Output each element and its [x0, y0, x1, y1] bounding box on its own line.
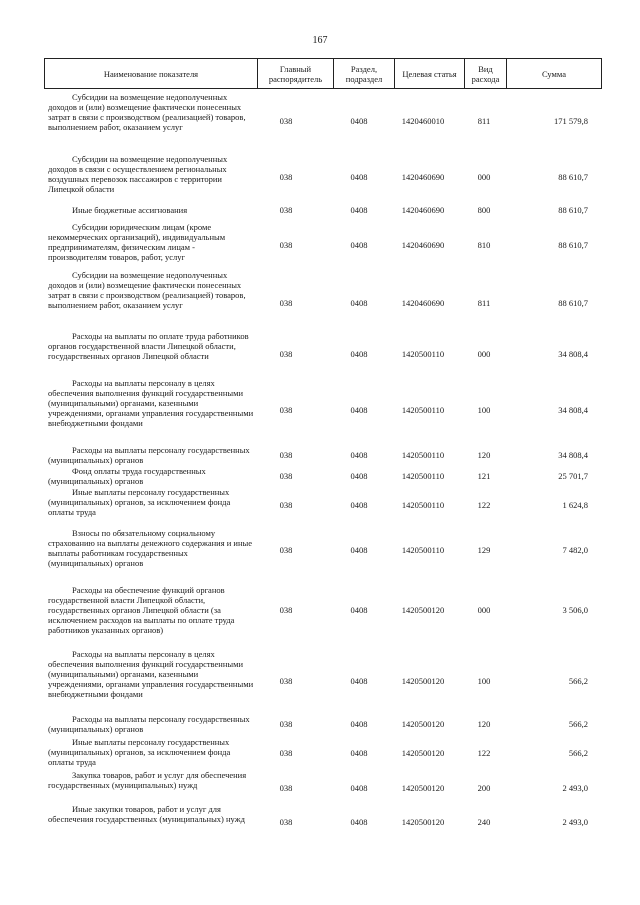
row-section: 0408 — [350, 783, 368, 793]
row-admin: 038 — [279, 205, 293, 215]
row-admin: 038 — [279, 471, 293, 481]
row-type: 120 — [477, 450, 491, 460]
row-name: Взносы по обязательному социальному страхованию на выплаты денежного содержания и иные выплаты работникам государственных (муниципальных) органов — [48, 528, 252, 568]
row-section: 0408 — [350, 719, 368, 729]
row-section: 0408 — [350, 172, 368, 182]
row-name: Расходы на выплаты персоналу в целях обеспечения выполнения функций государственными (муниципальными) органами, казенными учреждениями, органами управления государственными внебюджетными фондами — [48, 378, 254, 428]
row-target: 1420500120 — [401, 748, 445, 758]
row-sum: 566,2 — [568, 676, 588, 686]
row-sum: 566,2 — [568, 748, 588, 758]
row-sum: 7 482,0 — [562, 545, 588, 555]
row-admin: 038 — [279, 817, 293, 827]
row-sum: 171 579,8 — [554, 116, 588, 126]
row-sum: 2 493,0 — [562, 817, 588, 827]
row-admin: 038 — [279, 676, 293, 686]
row-target: 1420500120 — [401, 605, 445, 615]
row-admin: 038 — [279, 450, 293, 460]
row-name: Расходы на выплаты персоналу государственных (муниципальных) органов — [48, 714, 250, 734]
row-section: 0408 — [350, 405, 368, 415]
row-target: 1420460690 — [401, 298, 445, 308]
row-type: 200 — [477, 783, 491, 793]
row-type: 000 — [477, 605, 491, 615]
row-target: 1420500110 — [401, 500, 445, 510]
table-header — [44, 58, 602, 89]
row-type: 122 — [477, 748, 491, 758]
row-target: 1420460690 — [401, 240, 445, 250]
row-name: Фонд оплаты труда государственных (муниципальных) органов — [48, 466, 206, 486]
row-admin: 038 — [279, 545, 293, 555]
row-target: 1420500110 — [401, 405, 445, 415]
row-name: Субсидии юридическим лицам (кроме некоммерческих организаций), индивидуальным предпринимателям, физическим лицам - производителям товаров, работ, услуг — [48, 222, 226, 262]
row-section: 0408 — [350, 471, 368, 481]
row-sum: 1 624,8 — [562, 500, 588, 510]
row-sum: 88 610,7 — [558, 205, 588, 215]
row-section: 0408 — [350, 205, 368, 215]
row-name: Субсидии на возмещение недополученных доходов и (или) возмещение фактически понесенных затрат в связи с производством (реализацией) товаров, выполнением работ, оказанием услуг — [48, 92, 246, 132]
row-sum: 34 808,4 — [558, 405, 588, 415]
row-admin: 038 — [279, 298, 293, 308]
row-name: Субсидии на возмещение недополученных доходов и (или) возмещение фактически понесенных затрат в связи с производством (реализацией) товаров, выполнением работ, оказанием услуг — [48, 270, 246, 310]
row-name: Расходы на обеспечение функций органов государственной власти Липецкой области, государственных органов Липецкой области (за исключением расходов на выплаты по оплате труда работников указанных органов) — [48, 585, 235, 635]
row-name: Иные закупки товаров, работ и услуг для обеспечения государственных (муниципальных) нужд — [48, 804, 245, 824]
row-type: 000 — [477, 172, 491, 182]
row-name: Субсидии на возмещение недополученных доходов в связи с осуществлением региональных воздушных перевозок пассажиров с территории Липецкой области — [48, 154, 228, 194]
header-section: Раздел, подраздел — [334, 59, 395, 88]
row-type: 000 — [477, 349, 491, 359]
row-admin: 038 — [279, 405, 293, 415]
header-target: Целевая статья — [395, 59, 465, 88]
row-target: 1420500120 — [401, 817, 445, 827]
row-sum: 25 701,7 — [558, 471, 588, 481]
row-section: 0408 — [350, 817, 368, 827]
row-type: 100 — [477, 676, 491, 686]
row-admin: 038 — [279, 719, 293, 729]
row-section: 0408 — [350, 748, 368, 758]
row-sum: 88 610,7 — [558, 172, 588, 182]
row-type: 120 — [477, 719, 491, 729]
row-sum: 34 808,4 — [558, 349, 588, 359]
row-name: Расходы на выплаты персоналу государственных (муниципальных) органов — [48, 445, 250, 465]
row-type: 810 — [477, 240, 491, 250]
row-admin: 038 — [279, 116, 293, 126]
row-section: 0408 — [350, 450, 368, 460]
header-sum: Сумма — [541, 68, 567, 79]
row-section: 0408 — [350, 605, 368, 615]
row-name: Иные выплаты персоналу государственных (муниципальных) органов, за исключением фонда оплаты труда — [48, 737, 231, 767]
row-admin: 038 — [279, 783, 293, 793]
row-type: 811 — [477, 298, 491, 308]
row-type: 122 — [477, 500, 491, 510]
row-target: 1420500120 — [401, 676, 445, 686]
row-target: 1420500110 — [401, 471, 445, 481]
row-sum: 88 610,7 — [558, 298, 588, 308]
row-target: 1420500110 — [401, 450, 445, 460]
page-number: 167 — [312, 35, 328, 46]
row-type: 129 — [477, 545, 491, 555]
row-section: 0408 — [350, 545, 368, 555]
row-sum: 88 610,7 — [558, 240, 588, 250]
row-section: 0408 — [350, 349, 368, 359]
row-name: Закупка товаров, работ и услуг для обеспечения государственных (муниципальных) нужд — [48, 770, 247, 790]
row-target: 1420500120 — [401, 719, 445, 729]
row-type: 240 — [477, 817, 491, 827]
row-section: 0408 — [350, 500, 368, 510]
row-type: 800 — [477, 205, 491, 215]
row-section: 0408 — [350, 116, 368, 126]
row-admin: 038 — [279, 605, 293, 615]
header-type: Вид расхода — [465, 59, 507, 88]
row-target: 1420500110 — [401, 545, 445, 555]
row-sum: 566,2 — [568, 719, 588, 729]
row-admin: 038 — [279, 349, 293, 359]
row-name: Расходы на выплаты по оплате труда работников органов государственной власти Липецкой области, государственных органов Липецкой области — [48, 331, 249, 361]
header-admin: Главный распорядитель — [258, 59, 334, 88]
row-admin: 038 — [279, 240, 293, 250]
row-sum: 3 506,0 — [562, 605, 588, 615]
row-name: Расходы на выплаты персоналу в целях обеспечения выполнения функций государственными (муниципальными) органами, казенными учреждениями, органами управления государственными внебюджетными фондами — [48, 649, 254, 699]
row-section: 0408 — [350, 240, 368, 250]
row-target: 1420460690 — [401, 172, 445, 182]
row-admin: 038 — [279, 172, 293, 182]
row-sum: 34 808,4 — [558, 450, 588, 460]
row-target: 1420500120 — [401, 783, 445, 793]
row-section: 0408 — [350, 676, 368, 686]
row-type: 811 — [477, 116, 491, 126]
row-sum: 2 493,0 — [562, 783, 588, 793]
row-type: 121 — [477, 471, 491, 481]
header-name: Наименование показателя — [45, 59, 258, 88]
row-admin: 038 — [279, 748, 293, 758]
row-name: Иные бюджетные ассигнования — [72, 205, 188, 215]
row-target: 1420460690 — [401, 205, 445, 215]
row-name: Иные выплаты персоналу государственных (муниципальных) органов, за исключением фонда оплаты труда — [48, 487, 231, 517]
row-section: 0408 — [350, 298, 368, 308]
row-target: 1420500110 — [401, 349, 445, 359]
row-type: 100 — [477, 405, 491, 415]
row-target: 1420460010 — [401, 116, 445, 126]
row-admin: 038 — [279, 500, 293, 510]
